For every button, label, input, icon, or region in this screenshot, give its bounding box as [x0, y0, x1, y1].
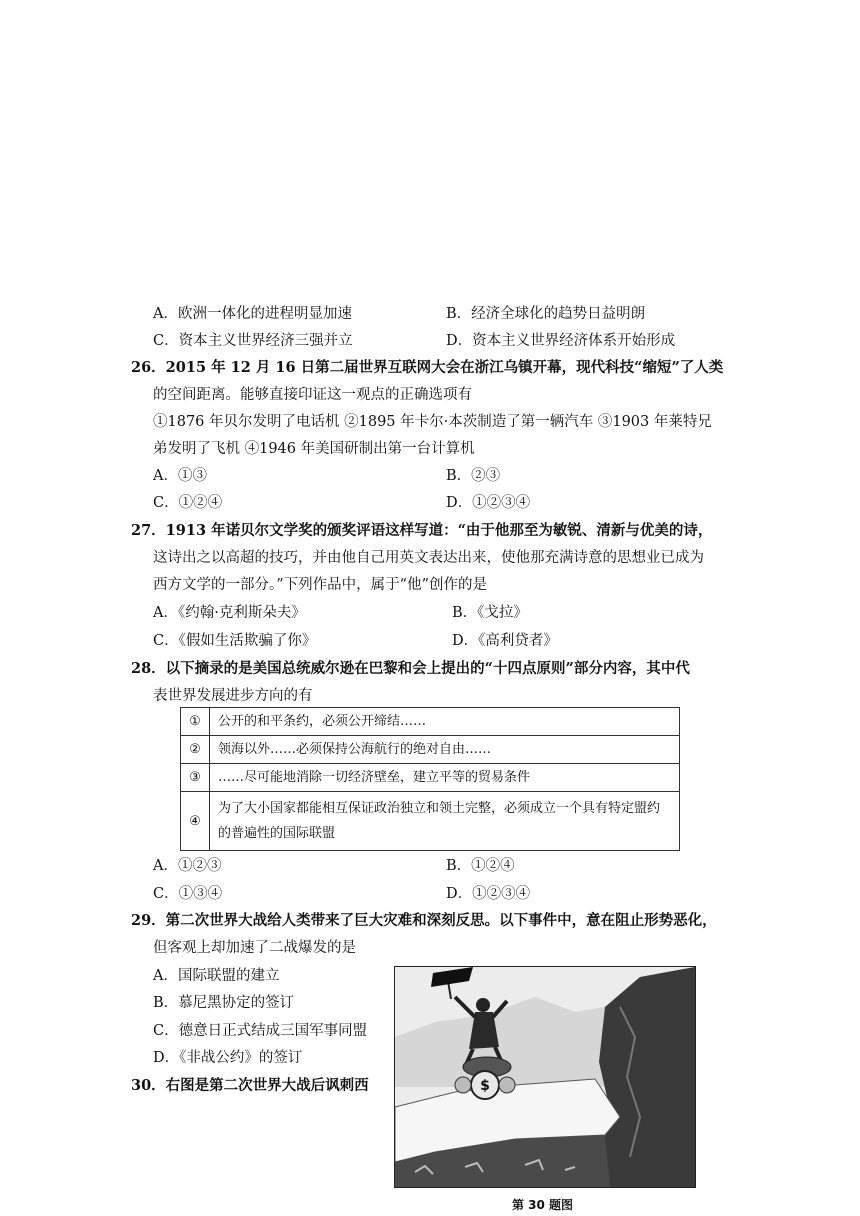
- q29-stem-line2: 但客观上却加速了二战爆发的是: [153, 940, 356, 956]
- q29-option-b: B．慕尼黑协定的签订: [153, 995, 295, 1011]
- q28-option-a: A．①②③: [153, 858, 222, 874]
- q27-option-d: D．《高利贷者》: [452, 633, 558, 649]
- q25-option-d: D．资本主义世界经济体系开始形成: [446, 333, 676, 349]
- table-cell-text: 领海以外……必须保持公海航行的绝对自由……: [210, 736, 680, 764]
- table-cell-text: 为了大小国家都能相互保证政治独立和领土完整，必须成立一个具有特定盟约的普遍性的国际联盟: [210, 792, 680, 851]
- q29-stem-line1: 29．第二次世界大战给人类带来了巨大灾难和深刻反思。以下事件中，意在阻止形势恶化，: [131, 912, 717, 929]
- table-row: [181, 764, 680, 792]
- q28-option-b: B．①②④: [446, 858, 515, 874]
- q26-option-d: D．①②③④: [446, 495, 531, 511]
- dollar-coin-symbol: $: [480, 1078, 490, 1094]
- q26-stem-line3: ①1876 年贝尔发明了电话机 ②1895 年卡尔·本茨制造了第一辆汽车 ③1903 年莱特兄: [153, 414, 712, 430]
- table-row: [181, 792, 680, 851]
- table-cell-text: ……尽可能地消除一切经济壁垒，建立平等的贸易条件: [210, 764, 680, 792]
- q26-stem-line2: 的空间距离。能够直接印证这一观点的正确选项有: [153, 387, 472, 403]
- q27-stem-line2: 这诗出之以高超的技巧，并由他自己用英文表达出来，使他那充满诗意的思想业已成为: [153, 550, 704, 566]
- q25-option-b: B．经济全球化的趋势日益明朗: [446, 306, 646, 322]
- q27-option-c: C．《假如生活欺骗了你》: [153, 633, 317, 649]
- q28-stem-line2: 表世界发展进步方向的有: [153, 688, 313, 704]
- q26-stem-line4: 弟发明了飞机 ④1946 年美国研制出第一台计算机: [153, 441, 475, 457]
- q28-option-d: D．①②③④: [446, 886, 531, 902]
- table-cell-number: ①: [181, 708, 210, 736]
- q26-option-a: A．①③: [153, 468, 207, 484]
- table-cell-number: ④: [181, 792, 210, 851]
- q28-option-c: C．①③④: [153, 886, 223, 902]
- q26-option-b: B．②③: [446, 468, 501, 484]
- q27-stem-line3: 西方文学的一部分。”下列作品中，属于“他”创作的是: [153, 577, 487, 593]
- q27-option-a: A．《约翰·克利斯朵夫》: [153, 605, 306, 621]
- table-cell-text: 公开的和平条约，必须公开缔结……: [210, 708, 680, 736]
- q26-stem-line1: 26．2015 年 12 月 16 日第二届世界互联网大会在浙江乌镇开幕，现代科技“缩短”了人类: [131, 359, 724, 376]
- q26-option-c: C．①②④: [153, 495, 223, 511]
- q27-stem-line1: 27．1913 年诺贝尔文学奖的颁奖评语这样写道：“由于他那至为敏锐、清新与优美的诗，: [131, 522, 713, 539]
- q30-cartoon-image: [394, 966, 696, 1188]
- q29-option-c: C．德意日正式结成三国军事同盟: [153, 1023, 368, 1039]
- table-cell-number: ②: [181, 736, 210, 764]
- q30-figure-caption: 第 30 题图: [512, 1198, 574, 1212]
- table-row: [181, 708, 680, 736]
- q29-option-a: A．国际联盟的建立: [153, 968, 280, 984]
- q28-principles-table: [180, 707, 680, 851]
- q25-option-a: A．欧洲一体化的进程明显加速: [153, 306, 352, 322]
- q25-option-c: C．资本主义世界经济三强并立: [153, 333, 353, 349]
- table-cell-number: ③: [181, 764, 210, 792]
- q28-stem-line1: 28．以下摘录的是美国总统威尔逊在巴黎和会上提出的“十四点原则”部分内容，其中代: [131, 660, 690, 677]
- table-row: [181, 736, 680, 764]
- q29-option-d: D．《非战公约》的签订: [153, 1050, 303, 1066]
- q27-option-b: B．《戈拉》: [452, 605, 528, 621]
- q30-stem-line1: 30．右图是第二次世界大战后讽刺西: [131, 1077, 369, 1094]
